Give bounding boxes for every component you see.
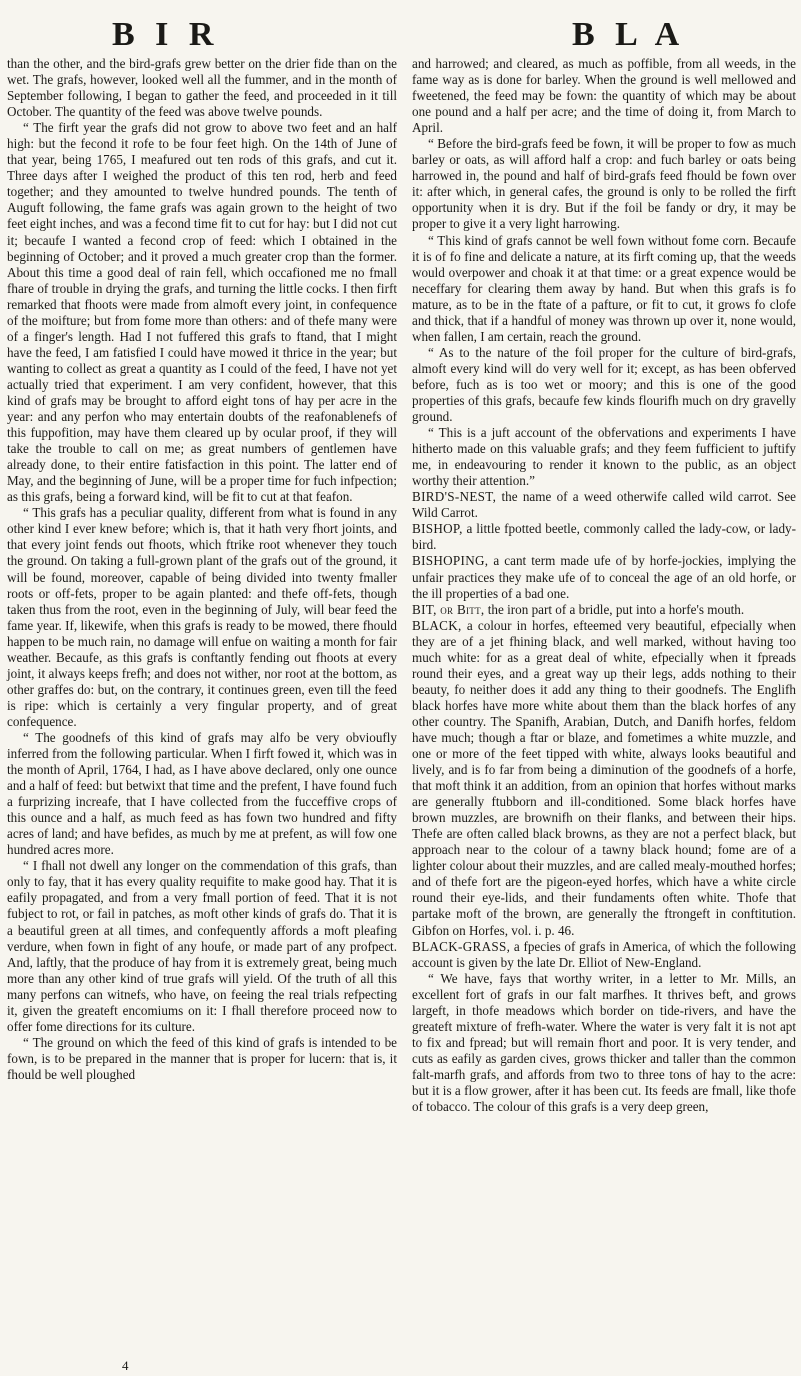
paragraph-text: the name of a weed otherwife called wild carrot. See Wild Carrot. xyxy=(412,489,796,521)
paragraph-text: “ This kind of grafs cannot be well fown without fome corn. Becaufe it is of fo fine and delicate a nature, at its firft coming up, that the weeds would overpower and choak it at that time: or a great expence would be neceffary for clearing them away by hand. But when this grafs is fo mature, as to be in the ftate of a pafture, or fit to cut, it grows fo clofe and thick, that if a handful of money was thrown up over it, none would, when fallen, I am certain, reach the ground. xyxy=(412,232,796,344)
paragraph-text: a colour in horfes, efteemed very beautiful, efpecially when they are of a jet fhining black, and well marked, without having too much white: for as a great deal of white, efpecially when it fpreads round their eyes, and a great way up their legs, adds nothing to their beauty, fo neither does it add any thing to their goodnefs. The Englifh black horfes have more white about them than the black horfes of any other country. The Spanifh, Arabian, Dutch, and Danifh horfes, feldom have much; though a ftar or blaze, and fometimes a white muzzle, and one or more of the feet tipped with white, always looks beautiful and lively, and is fo far from being a diminution of the goodnefs of a horfe, that moft think it an addition, from an opinion that horfes without marks are generally ftubborn and ill-conditioned. Some black horfes have brown muzzles, are brownifh on their flanks, and between their hips. Thefe are often called black browns, as they are not a perfect black, but approach near to the colour of a tawny black hound; fome are of a lighter colour about their muzzles, and are called mealy-mouthed horfes; and of thefe fort are the pigeon-eyed horfes, which have a white circle round their eye-lids, and their fundaments often white. Thofe that partake moft of the brown, are generally the ftrongeft in conftitution. Gibfon on Horfes, vol. i. p. 46. xyxy=(412,617,796,938)
paragraph xyxy=(7,1035,397,1083)
paragraph xyxy=(412,233,796,345)
paragraph-text: a little fpotted beetle, commonly called the lady-cow, or lady-bird. xyxy=(412,521,796,553)
dictionary-entry xyxy=(412,489,796,521)
paragraph-text: a fpecies of grafs in America, of which the following account is given by the late Dr. Elliot of New-England. xyxy=(412,938,796,970)
paragraph xyxy=(7,120,397,505)
running-head-right: B L A xyxy=(572,16,686,53)
paragraph-text: “ The firft year the grafs did not grow to above two feet and an half high: but the fecond it rofe to be four feet high. On the 14th of June of that year, being 1765, I meafured out ten rods of this grafs, and cut it. Three days after I weighed the product of this ten rod, herb and feed together; and they amounted to twelve hundred pounds. The tenth of Auguft following, the fame grafs was again grown to the height of two feet eight inches, and was a fecond time fit to cut for hay: but I did not cut it; becaufe I wanted a fecond crop of feed: which I obtained in the beginning of October; and it proved a much greater crop than the former. About this time a good deal of rain fell, which occafioned me no fmall fhare of trouble in drying the grafs, and turning the little cocks. I then firft remarked that fhoots were made from almoft every joint, in confequence of the moifture; but from fome more than others: and of thefe many were of a finger's length. Had I not fuffered this grafs to ftand, that I might have the feed, I am fatisfied I could have mowed it thrice in the year; but wanting to collect as great a quantity as I could of the feed, I have not yet actually tried that experiment. I am very confident, however, that this kind of grafs may be brought to afford eight tons of hay per acre in the year: and any perfon who may entertain doubts of the reafonablenefs of this fuppofition, may have them cleared up by ocular proof, if they will take the trouble to call on me; as great numbers of gentlemen have already done, to their entire fatisfaction in this point. The latter end of May, and the beginning of June, will be a proper time for fuch infpection; as this grafs, being a forward kind, will be fit to cut at that feafon. xyxy=(7,120,397,505)
right-column xyxy=(412,56,796,1115)
paragraph xyxy=(412,425,796,489)
paragraph xyxy=(7,730,397,858)
entry-headword: BIRD'S-NEST, xyxy=(412,489,497,505)
dictionary-entry xyxy=(412,618,796,939)
dictionary-entry xyxy=(412,521,796,553)
paragraph-text: “ This grafs has a peculiar quality, different from what is found in any other kind I ever knew before; which is, that it hath very fhort joints, and that every joint fends out fhoots, which ftrike root whenever they touch the ground. On taking a full-grown plant of the grafs out of the ground, it will be found, moreover, capable of being divided into twenty fmaller roots or off-fets, proper to be again planted: and thefe off-fets, though taken thus from the root, even in the beginning of July, will bear feed the fame year. If, likewife, when this grafs is ready to be mowed, there fhould happen to be much rain, no damage will enfue on waiting a month for fair weather. Becaufe, as this grafs is conftantly fending out fhoots at every joint, it always keeps frefh; and does not wither, nor root at the bottom, as other graffes do: but, on the contrary, it continues green, even till the feed is ripe: which is certainly a very fingular property, and of great confequence. xyxy=(7,505,397,729)
entry-headword: BISHOP, xyxy=(412,521,463,537)
dictionary-entry xyxy=(412,939,796,971)
paragraph xyxy=(7,858,397,1035)
paragraph-text: “ The ground on which the feed of this kind of grafs is intended to be fown, is to be prepared in the manner that is proper for lucern: that is, it fhould be well ploughed xyxy=(7,1034,397,1082)
paragraph-text: “ As to the nature of the foil proper for the culture of bird-grafs, almoft every kind will do very well for it; except, as has been obferved before, fuch as is too wet or moory; and this is one of the good properties of this grafs, becaufe few kinds flourifh much on dry gravelly ground. xyxy=(412,344,796,425)
paragraph-text: and harrowed; and cleared, as much as poffible, from all weeds, in the fame way as is done for barley. When the ground is well mellowed and fweetened, the feed may be fown: the quantity of which may be about one pound and a half per acre; and the time of doing it, from March to April. xyxy=(412,56,796,136)
dictionary-entry xyxy=(412,553,796,601)
paragraph-text: a cant term made ufe of by horfe-jockies, implying the unfair practices they make ufe of to conceal the age of an old horfe, or the ill properties of a bad one. xyxy=(412,553,796,601)
paragraph xyxy=(412,136,796,232)
paragraph xyxy=(412,971,796,1115)
entry-headword: BLACK-GRASS, xyxy=(412,938,511,954)
paragraph-text: “ We have, fays that worthy writer, in a letter to Mr. Mills, an excellent fort of grafs in our falt marfhes. It thrives beft, and grows largeft, in thofe meadows which border on tide-rivers, and have the greateft mixture of frefh-water. Where the water is very falt it is not apt to fix and fpread; but will remain fhort and poor. It is very tender, and cuts as eafily as garden cives, grows thicker and taller than the common falt-marfh grafs, and affords from two to three tons of hay to the acre: but it is a flow grower, after it has been cut. Its feeds are fmall, like thofe of tobacco. The colour of this grafs is a very deep green, xyxy=(412,970,796,1115)
paragraph xyxy=(7,56,397,120)
paragraph xyxy=(412,345,796,425)
paragraph-text: “ I fhall not dwell any longer on the commendation of this grafs, than only to fay, that it has every quality requifite to make good hay. That it is eafily propagated, and from a very fmall portion of feed. That it is not fubject to rot, or fail in patches, as moft other kinds of grafs do. That it is a beautiful green at all times, and confequently affords a moft pleafing verdure, when fown in fight of any houfe, or made part of any profpect. And, laftly, that the produce of hay from it is extremely great, being much more than any other kind of true grafs will yield. Of the truth of all this many perfons can witnefs, who have, on feeing the real trials refpecting it, given the greateft encomiums on it: I fhall therefore proceed now to offer fome directions for its culture. xyxy=(7,858,397,1034)
paragraph-text: the iron part of a bridle, put into a horfe's mouth. xyxy=(484,601,745,617)
entry-headword: BLACK, xyxy=(412,617,462,633)
signature-mark: 4 xyxy=(122,1358,129,1373)
paragraph-text: “ The goodnefs of this kind of grafs may alfo be very obvioufly inferred from the following particular. When I firft fowed it, which was in the month of April, 1764, I had, as I have above declared, only one ounce and a half of feed: but betwixt that time and the prefent, I have found fuch a furprizing increafe, that I have collected from the fucceffive crops of this ounce and a half, as much feed as has fown two hundred and fifty acres of land; and have befides, as much by me at prefent, as will fow one hundred acres more. xyxy=(7,729,397,858)
running-head xyxy=(0,8,801,52)
paragraph-text: “ Before the bird-grafs feed be fown, it will be proper to fow as much barley or oats, as will afford half a crop: and fuch barley or oats being harrowed in, the pound and half of bird-grafs feed fhould be fown over it: after which, in general cafes, the ground is only to be rolled the firft opportunity when it is dry. But if the foil be fandy or dry, it may be proper to give it a very light harrowing. xyxy=(412,136,796,232)
entry-headword: BIT, or Bitt, xyxy=(412,601,485,617)
paragraph xyxy=(412,56,796,136)
running-head-left: B I R xyxy=(112,16,220,53)
entry-headword: BISHOPING, xyxy=(412,553,489,569)
paragraph-text: than the other, and the bird-grafs grew better on the drier fide than on the wet. The grafs, however, looked well all the fummer, and in the month of September following, I began to gather the feed, and proceeded in it till October. The quantity of the feed was above twelve pounds. xyxy=(7,56,397,120)
left-column xyxy=(7,56,397,1083)
paragraph xyxy=(7,505,397,730)
paragraph-text: “ This is a juft account of the obfervations and experiments I have hitherto made on this valuable grafs; and they feem fufficient to juftify me, in endeavouring to render it known to the public, as an object worthy their attention.” xyxy=(412,425,796,489)
dictionary-entry xyxy=(412,602,796,618)
